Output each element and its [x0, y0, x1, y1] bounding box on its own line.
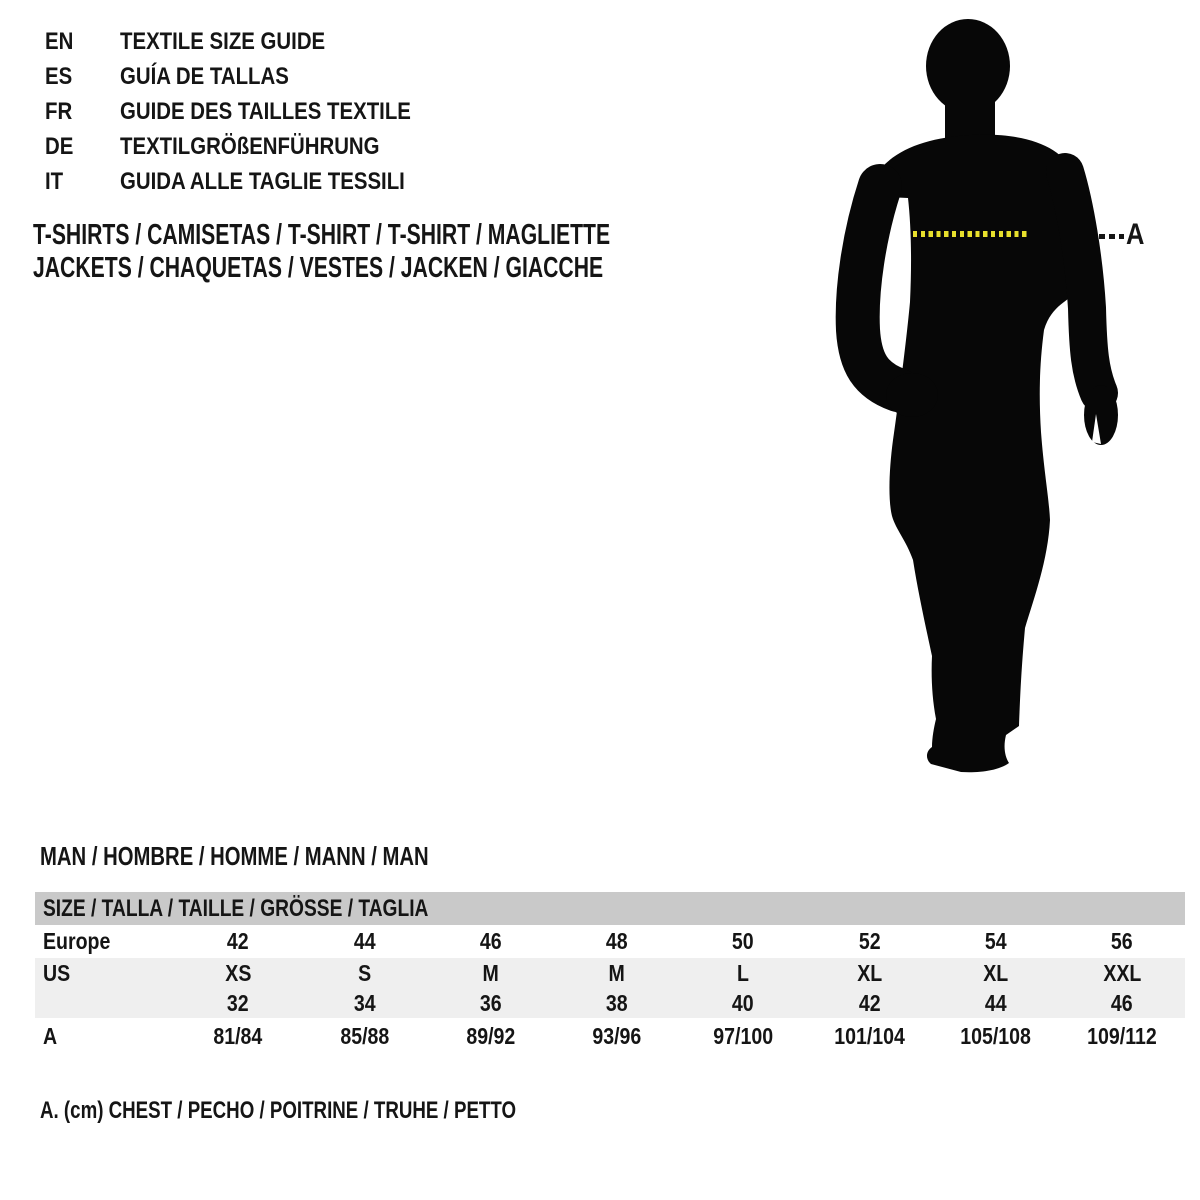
size-cell: 38: [605, 989, 628, 1016]
size-cell: 32: [227, 989, 250, 1016]
language-code: EN: [45, 27, 74, 55]
size-cell: 46: [479, 928, 502, 954]
language-title: GUIDA ALLE TAGLIE TESSILI: [120, 167, 405, 195]
row-label: A: [43, 1022, 58, 1049]
size-cell: 54: [984, 928, 1007, 954]
category-line-2: JACKETS / CHAQUETAS / VESTES / JACKEN / GIACCHE: [33, 252, 604, 284]
size-cell: 50: [732, 928, 755, 954]
size-cell: 81/84: [213, 1022, 263, 1049]
language-row: [45, 164, 462, 199]
size-cell: 101/104: [834, 1022, 905, 1049]
size-cell: 44: [353, 928, 376, 954]
table-row-europe: [35, 925, 1185, 958]
measure-footnote: A. (cm) CHEST / PECHO / POITRINE / TRUHE / PETTO: [40, 1097, 517, 1124]
size-cell: 93/96: [592, 1022, 642, 1049]
language-title: TEXTILGRÖßENFÜHRUNG: [120, 132, 380, 160]
language-code: DE: [45, 132, 74, 160]
table-row-chest-a: [35, 1018, 1185, 1054]
row-label: US: [43, 959, 71, 986]
category-line-1: T-SHIRTS / CAMISETAS / T-SHIRT / T-SHIRT / MAGLIETTE: [33, 219, 611, 251]
size-cell: XL: [983, 959, 1009, 986]
size-cell: 34: [353, 989, 376, 1016]
size-cell: 56: [1110, 928, 1133, 954]
size-cell: 52: [858, 928, 881, 954]
section-title-man: MAN / HOMBRE / HOMME / MANN / MAN: [40, 841, 429, 871]
language-title-list: [45, 24, 462, 199]
size-cell: 40: [732, 989, 755, 1016]
man-silhouette: [820, 0, 1200, 800]
size-cell: 89/92: [466, 1022, 516, 1049]
size-cell: 44: [984, 989, 1007, 1016]
language-row: [45, 94, 462, 129]
category-lines: [33, 219, 824, 285]
language-code: FR: [45, 97, 73, 125]
language-title: TEXTILE SIZE GUIDE: [120, 27, 326, 55]
language-title: GUIDE DES TAILLES TEXTILE: [120, 97, 411, 125]
size-table: [35, 892, 1185, 1054]
size-cell: M: [608, 959, 626, 986]
measure-label-a: A: [1126, 218, 1145, 251]
row-label: [35, 990, 175, 1017]
size-table-header: SIZE / TALLA / TAILLE / GRÖSSE / TAGLIA: [35, 892, 1185, 925]
size-cell: M: [482, 959, 499, 986]
language-code: IT: [45, 167, 64, 195]
size-cell: S: [357, 959, 371, 986]
chest-measure-line: [913, 231, 1030, 237]
size-cell: 36: [479, 989, 502, 1016]
size-cell: XXL: [1102, 959, 1141, 986]
table-row-numeric: [35, 988, 1185, 1018]
size-cell: XS: [225, 959, 252, 986]
measure-pointer-dash: [1099, 234, 1124, 239]
size-cell: 48: [605, 928, 628, 954]
language-code: ES: [45, 62, 73, 90]
size-cell: 85/88: [339, 1022, 389, 1049]
figure-man: [820, 0, 1200, 800]
size-cell: L: [737, 959, 750, 986]
language-row: [45, 129, 462, 164]
size-cell: XL: [856, 959, 882, 986]
size-cell: 42: [227, 928, 250, 954]
size-cell: 97/100: [713, 1022, 774, 1049]
size-cell: 42: [858, 989, 881, 1016]
language-row: [45, 59, 462, 94]
size-cell: 46: [1110, 989, 1133, 1016]
language-title: GUÍA DE TALLAS: [120, 62, 289, 90]
row-label: Europe: [43, 928, 111, 954]
size-cell: 105/108: [960, 1022, 1031, 1049]
language-row: [45, 24, 462, 59]
table-row-us: [35, 958, 1185, 988]
size-cell: 109/112: [1087, 1022, 1157, 1049]
